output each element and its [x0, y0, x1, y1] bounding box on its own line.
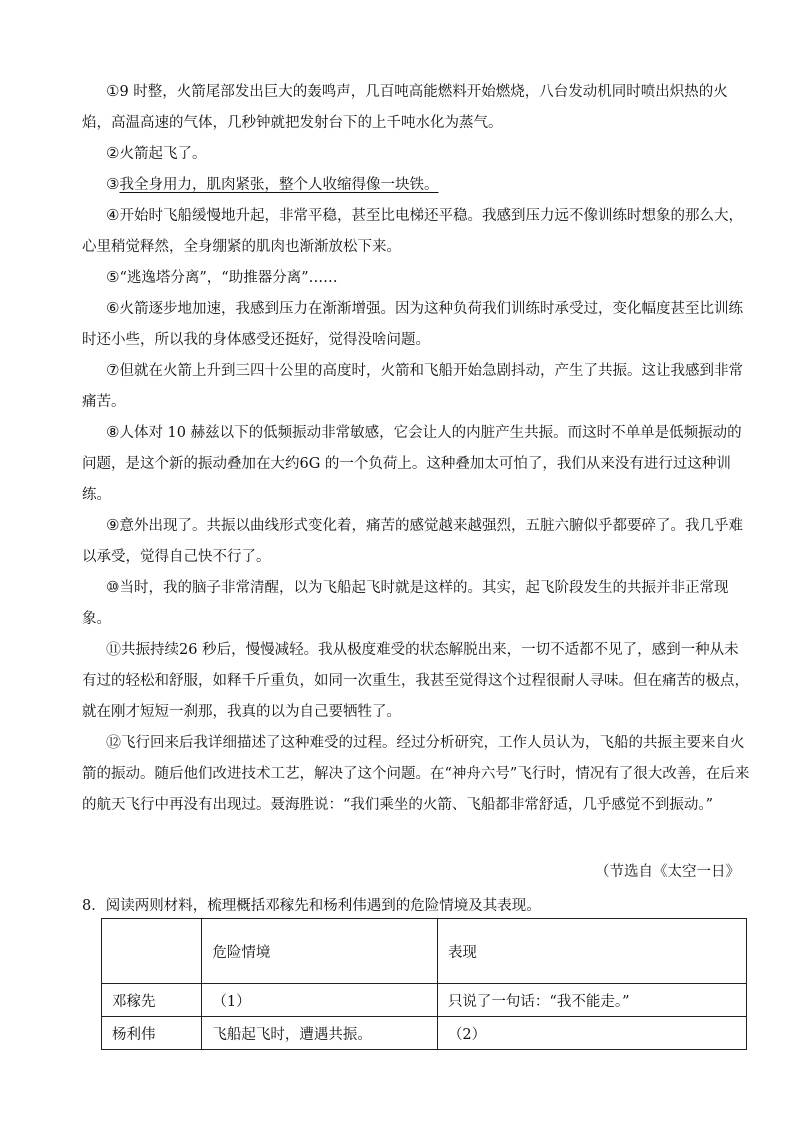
paragraph-number: ⑤	[106, 268, 120, 286]
answer-blank-cell[interactable]: （1）	[202, 984, 438, 1017]
paragraph-text: 当时，我的脑子非常清醒，以为飞船起飞时就是这样的。其实，起飞阶段发生的共振并非正常现象。	[82, 580, 729, 627]
answer-blank-cell[interactable]: （2）	[437, 1017, 746, 1050]
paragraph-number: ⑨	[106, 516, 120, 534]
paragraph-8	[82, 417, 750, 511]
table-cell: 邓稼先	[102, 984, 202, 1017]
paragraph-3	[82, 169, 750, 201]
table-cell: 飞船起飞时，遭遇共振。	[202, 1017, 438, 1050]
paragraph-12	[82, 727, 750, 821]
paragraph-10	[82, 572, 750, 635]
table-cell: 只说了一句话：“我不能走。”	[437, 984, 746, 1017]
table-row	[102, 984, 747, 1017]
paragraph-text: 火箭逐步地加速，我感到压力在渐渐增强。因为这种负荷我们训练时承受过，变化幅度甚至比训练时还小些，所以我的身体感受还挺好，觉得没啥问题。	[82, 301, 743, 348]
paragraph-number: ①	[106, 82, 120, 100]
paragraph-number: ③	[106, 175, 120, 193]
table-cell: 杨利伟	[102, 1017, 202, 1050]
paragraph-text: 开始时飞船缓慢地升起，非常平稳，甚至比电梯还平稳。我感到压力远不像训练时想象的那么大，心里稍觉释然，全身绷紧的肌肉也渐渐放松下来。	[82, 208, 743, 255]
table-header-cell: 表现	[437, 919, 746, 984]
table-header-cell	[102, 919, 202, 984]
paragraph-7	[82, 355, 750, 418]
paragraph-5	[82, 262, 750, 294]
paragraph-text: 但就在火箭上升到三四十公里的高度时，火箭和飞船开始急剧抖动，产生了共振。这让我感到非常痛苦。	[82, 363, 743, 410]
paragraph-text: 共振持续26 秒后，慢慢减轻。我从极度难受的状态解脱出来，一切不适都不见了，感到一种从未有过的轻松和舒服，如释千斤重负，如同一次重生，我甚至觉得这个过程很耐人寻味。但在痛苦的极点，就在刚才短短一刹那，我真的以为自己要牺牲了。	[82, 642, 749, 720]
answer-table	[101, 918, 747, 1050]
paragraph-number: ⑦	[106, 361, 120, 379]
source-citation: （节选自《太空一日》	[595, 864, 740, 880]
table-row	[102, 1017, 747, 1050]
table-header-row	[102, 919, 747, 984]
paragraph-number: ⑪	[106, 640, 122, 658]
paragraph-number: ⑥	[106, 299, 120, 317]
paragraph-text: 人体对 10 赫兹以下的低频振动非常敏感，它会让人的内脏产生共振。而这时不单单是低频振动的问题，是这个新的振动叠加在大约6G 的一个负荷上。这种叠加太可怕了，我们从来没有进行过这种训练。	[82, 425, 742, 503]
paragraph-4	[82, 200, 750, 263]
paragraph-6	[82, 293, 750, 356]
table-header-cell: 危险情境	[202, 919, 438, 984]
paragraph-text: 火箭起飞了。	[119, 146, 207, 162]
paragraph-text: 飞行回来后我详细描述了这种难受的过程。经过分析研究，工作人员认为，飞船的共振主要来自火箭的振动。随后他们改进技术工艺，解决了这个问题。在“神舟六号”飞行时，情况有了很大改善，在后来的航天飞行中再没有出现过。聂海胜说：“我们乘坐的火箭、飞船都非常舒适，几乎感觉不到振动。”	[82, 735, 750, 813]
paragraph-1	[82, 76, 750, 139]
paragraph-text: 9 时整，火箭尾部发出巨大的轰鸣声，几百吨高能燃料开始燃烧，八台发动机同时喷出炽热的火焰，高温高速的气体，几秒钟就把发射台下的上千吨水化为蒸气。	[82, 84, 728, 131]
paragraph-2	[82, 138, 750, 170]
question-8: 8．阅读两则材料，梳理概括邓稼先和杨利伟遇到的危险情境及其表现。	[82, 898, 541, 914]
paragraph-number: ⑫	[106, 733, 122, 751]
paragraph-number: ⑧	[106, 423, 120, 441]
underlined-sentence: 我全身用力，肌肉紧张，整个人收缩得像一块铁。	[119, 177, 439, 193]
paragraph-number: ②	[106, 144, 120, 162]
paragraph-9	[82, 510, 750, 573]
paragraph-11	[82, 634, 750, 728]
paragraph-number: ④	[106, 206, 120, 224]
paragraph-number: ⑩	[106, 578, 120, 596]
paragraph-text: “逃逸塔分离”，“助推器分离”……	[119, 270, 338, 286]
paragraph-text: 意外出现了。共振以曲线形式变化着，痛苦的感觉越来越强烈，五脏六腑似乎都要碎了。我几乎难以承受，觉得自己快不行了。	[82, 518, 743, 565]
